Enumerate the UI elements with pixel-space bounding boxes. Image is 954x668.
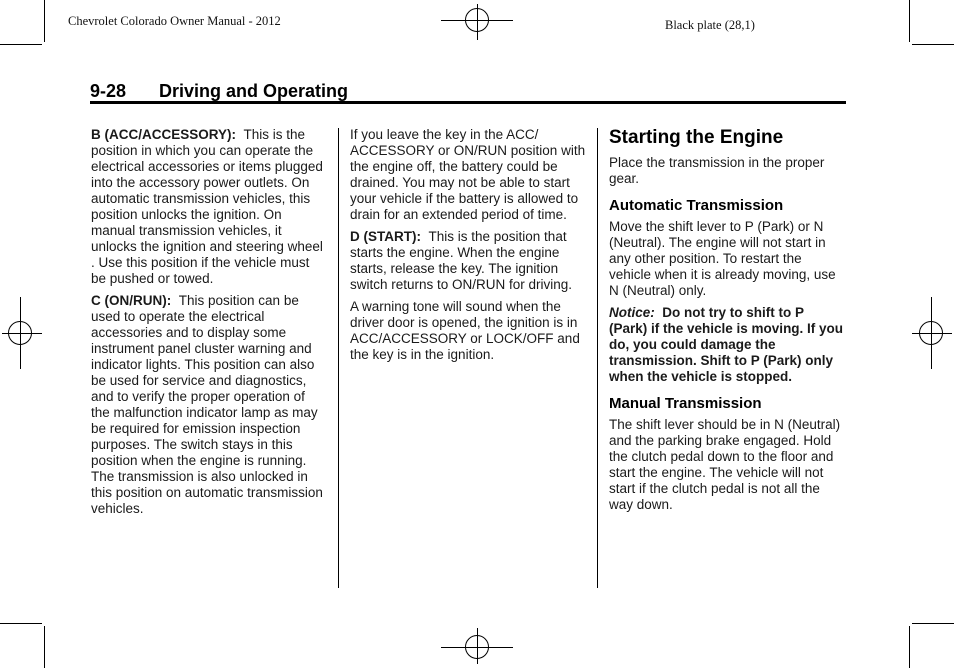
crop-mark xyxy=(0,623,42,624)
column-3 xyxy=(609,127,845,519)
subheading-manual: Manual Transmission xyxy=(609,395,762,412)
paragraph-on-run xyxy=(91,293,327,517)
term-label: C (ON/RUN): xyxy=(91,293,172,308)
paragraph-acc-accessory xyxy=(91,127,327,287)
notice-block xyxy=(609,305,845,385)
running-header-left: Chevrolet Colorado Owner Manual - 2012 xyxy=(68,14,281,28)
crop-mark xyxy=(0,44,42,45)
paragraph-intro: Place the transmission in the proper gear. xyxy=(609,155,825,186)
column-divider xyxy=(597,128,598,588)
section-title: Driving and Operating xyxy=(159,81,349,101)
notice-label: Notice: xyxy=(609,305,655,320)
crop-mark xyxy=(44,0,45,42)
paragraph-manual: The shift lever should be in N (Neutral) and the parking brake engaged. Hold the clutch pedal down to the floor and start the engine. The vehicle will not start if the clutch pedal is not all the way down. xyxy=(609,417,841,512)
notice-text: Do not try to shift to P (Park) if the vehicle is moving. If you do, you could damage the transmission. Shift to P (Park) only when the vehicle is stopped. xyxy=(609,305,844,384)
crop-mark xyxy=(909,626,910,668)
page-number: 9-28 xyxy=(90,81,127,101)
term-label: D (START): xyxy=(350,229,421,244)
term-description: This is the position that starts the engine. When the engine starts, release the key. The ignition switch returns to ON/RUN for driving. xyxy=(350,229,573,292)
crop-mark xyxy=(912,623,954,624)
column-1 xyxy=(91,127,327,523)
column-divider xyxy=(338,128,339,588)
column-2 xyxy=(350,127,588,369)
paragraph-warning-tone: A warning tone will sound when the driver door is opened, the ignition is in ACC/ACCESSORY or LOCK/OFF and the key is in the ignition. xyxy=(350,299,580,362)
term-description: This position can be used to operate the electrical accessories and to display some instrument panel cluster warning and indicator lights. This position can also be used for service and diagnostics, and to verify the proper operation of the malfunction indicator lamp as may be required for emission inspection purposes. The switch stays in this position when the engine is running. The transmission is also unlocked in this position on automatic transmission vehicles. xyxy=(91,293,323,516)
paragraph-start xyxy=(350,229,588,293)
paragraph-battery-drain: If you leave the key in the ACC/ ACCESSORY or ON/RUN position with the engine off, the battery could be drained. You may not be able to start your vehicle if the battery is allowed to drain for an extended period of time. xyxy=(350,127,586,222)
section-header xyxy=(90,80,846,104)
subheading-automatic: Automatic Transmission xyxy=(609,197,784,214)
term-description: This is the position in which you can operate the electrical accessories or items plugged into the accessory power outlets. On automatic transmission vehicles, this position unlocks the ignition. On manual transmission vehicles, it unlocks the ignition and steering wheel . Use this position if the vehicle must be pushed or towed. xyxy=(91,127,323,286)
term-label: B (ACC/ACCESSORY): xyxy=(91,127,236,142)
running-header-right: Black plate (28,1) xyxy=(665,18,755,32)
crop-mark xyxy=(44,626,45,668)
heading-starting-engine: Starting the Engine xyxy=(609,127,784,148)
crop-mark xyxy=(912,44,954,45)
crop-mark xyxy=(909,0,910,42)
paragraph-automatic: Move the shift lever to P (Park) or N (Neutral). The engine will not start in any other position. To restart the vehicle when it is already moving, use N (Neutral) only. xyxy=(609,219,836,298)
